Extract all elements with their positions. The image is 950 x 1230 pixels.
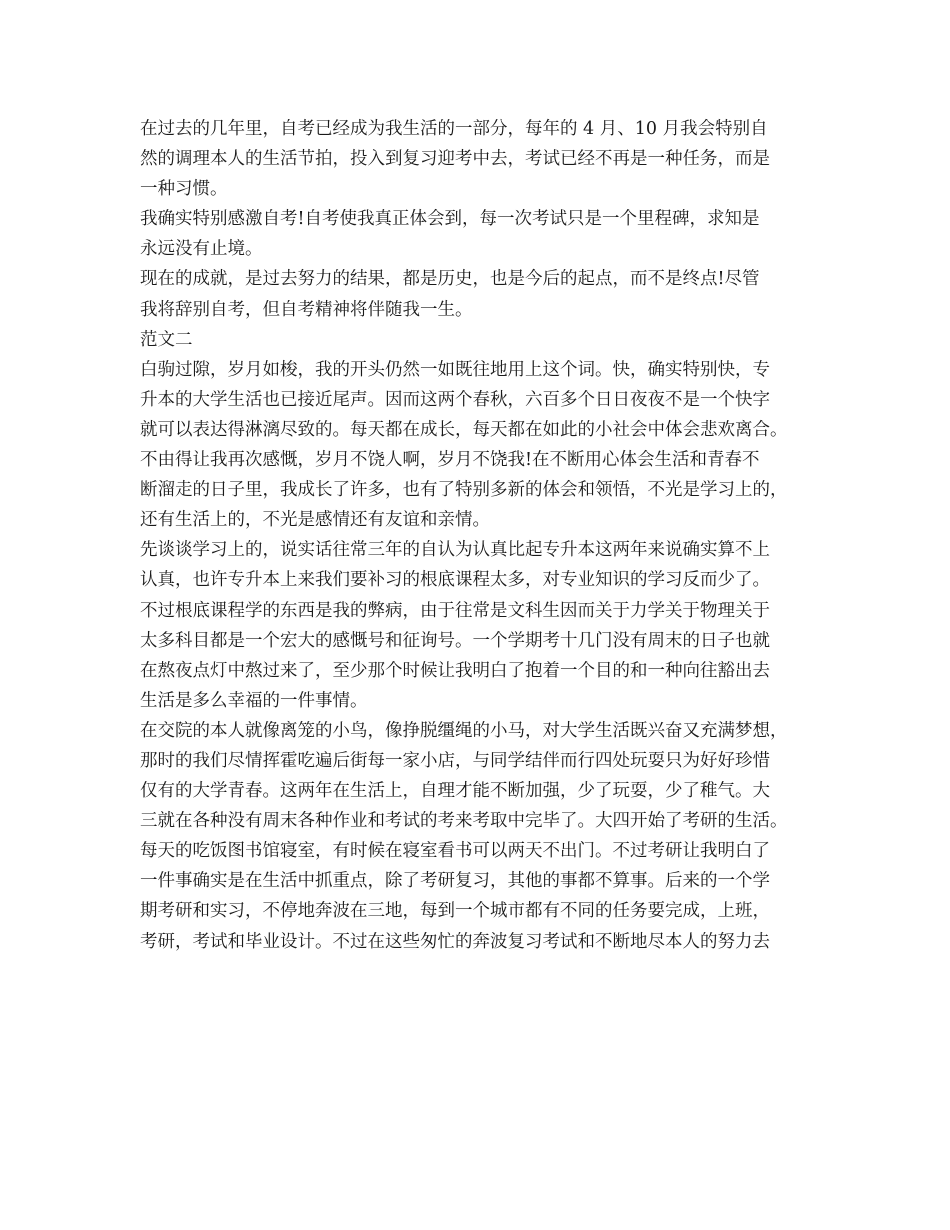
text-line: 一种习惯。 (140, 179, 228, 200)
text-line: 不由得让我再次感慨，岁月不饶人啊，岁月不饶我!在不断用心体会生活和青春不 (140, 450, 760, 471)
text-line: 期考研和实习，不停地奔波在三地，每到一个城市都有不同的任务要完成，上班， (140, 901, 770, 922)
text-line: 考研，考试和毕业设计。不过在这些匆忙的奔波复习考试和不断地尽本人的努力去 (140, 931, 770, 952)
text-line: 白驹过隙，岁月如梭，我的开头仍然一如既往地用上这个词。快，确实特别快，专 (140, 359, 770, 380)
text-line: 仅有的大学青春。这两年在生活上，自理才能不断加强，少了玩耍，少了稚气。大 (140, 781, 770, 802)
text-line: 一件事确实是在生活中抓重点，除了考研复习，其他的事都不算事。后来的一个学 (140, 871, 770, 892)
text-line: 我确实特别感激自考!自考使我真正体会到，每一次考试只是一个里程碑，求知是 (140, 209, 760, 230)
text-line: 那时的我们尽情挥霍吃遍后街每一家小店，与同学结伴而行四处玩耍只为好好珍惜 (140, 750, 770, 771)
text-line: 太多科目都是一个宏大的感慨号和征询号。一个学期考十几门没有周末的日子也就 (140, 630, 770, 651)
text-line: 现在的成就，是过去努力的结果，都是历史，也是今后的起点，而不是终点!尽管 (140, 269, 760, 290)
text-line: 还有生活上的，不光是感情还有友谊和亲情。 (140, 510, 490, 531)
text-line: 每天的吃饭图书馆寝室，有时候在寝室看书可以两天不出门。不过考研让我明白了 (140, 841, 770, 862)
text-line: 就可以表达得淋漓尽致的。每天都在成长，每天都在如此的小社会中体会悲欢离合。 (140, 419, 788, 440)
text-line: 我将辞别自考，但自考精神将伴随我一生。 (140, 299, 473, 320)
document-body (140, 114, 840, 957)
text-line: 永远没有止境。 (140, 239, 263, 260)
text-line: 升本的大学生活也已接近尾声。因而这两个春秋，六百多个日日夜夜不是一个快字 (140, 389, 770, 410)
text-line: 然的调理本人的生活节拍，投入到复习迎考中去，考试已经不再是一种任务，而是 (140, 149, 770, 170)
text-line: 不过根底课程学的东西是我的弊病，由于往常是文科生因而关于力学关于物理关于 (140, 600, 770, 621)
text-line: 先谈谈学习上的，说实话往常三年的自认为认真比起专升本这两年来说确实算不上 (140, 540, 770, 561)
text-line: 认真，也许专升本上来我们要补习的根底课程太多，对专业知识的学习反而少了。 (140, 570, 770, 591)
text-line: 在熬夜点灯中熬过来了，至少那个时候让我明白了抱着一个目的和一种向往豁出去 (140, 660, 770, 681)
text-line: 在交院的本人就像离笼的小鸟，像挣脱缰绳的小马，对大学生活既兴奋又充满梦想， (140, 720, 788, 741)
text-line: 在过去的几年里，自考已经成为我生活的一部分，每年的 4 月、10 月我会特别自 (140, 119, 768, 139)
text-line: 生活是多么幸福的一件事情。 (140, 690, 368, 711)
text-line: 三就在各种没有周末各种作业和考试的考来考取中完毕了。大四开始了考研的生活。 (140, 811, 788, 832)
section-heading: 范文二 (140, 329, 193, 350)
text-line: 断溜走的日子里，我成长了许多，也有了特别多新的体会和领悟，不光是学习上的， (140, 480, 788, 501)
